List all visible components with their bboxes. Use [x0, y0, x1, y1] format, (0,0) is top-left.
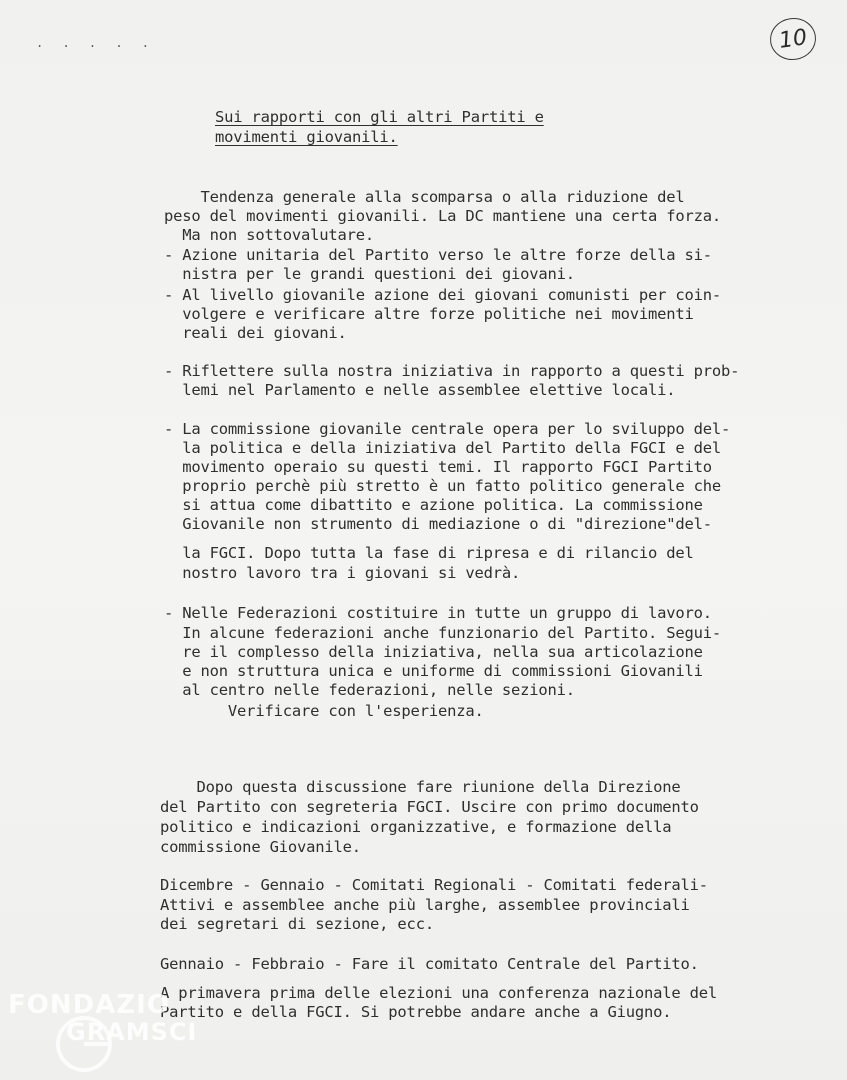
- body-line: reali dei giovani.: [164, 324, 347, 342]
- body-line: nistra per le grandi questioni dei giovani.: [164, 265, 575, 283]
- body-line: - Azione unitaria del Partito verso le altre forze della si-: [164, 246, 712, 264]
- watermark-line-2: GRAMSCI: [66, 1018, 198, 1046]
- watermark-line-1: FONDAZIO: [8, 990, 170, 1020]
- body-line: proprio perchè più stretto è un fatto politico generale che: [164, 477, 722, 495]
- scan-specks: . . . . .: [36, 36, 156, 50]
- body-line: Ma non sottovalutare.: [164, 226, 375, 244]
- body-line: A primavera prima delle elezioni una conferenza nazionale del: [160, 984, 718, 1002]
- body-line: del Partito con segreteria FGCI. Uscire con primo documento: [160, 798, 699, 816]
- body-line: volgere e verificare altre forze politiche nei movimenti: [164, 305, 694, 323]
- body-line: re il complesso della iniziativa, nella sua articolazione: [164, 643, 703, 661]
- body-line: la politica e della iniziativa del Partito della FGCI e del: [164, 439, 722, 457]
- body-line: Attivi e assemblee anche più larghe, assemblee provinciali: [160, 896, 690, 914]
- body-line: nostro lavoro tra i giovani si vedrà.: [164, 564, 521, 582]
- body-line: e non struttura unica e uniforme di commissioni Giovanili: [164, 662, 703, 680]
- body-line: peso del movimenti giovanili. La DC mantiene una certa forza.: [164, 207, 722, 225]
- body-line: Tendenza generale alla scomparsa o alla riduzione del: [164, 188, 685, 206]
- body-line: si attua come dibattito e azione politica. La commissione: [164, 496, 703, 514]
- body-line: - Nelle Federazioni costituire in tutte un gruppo di lavoro.: [164, 604, 712, 622]
- body-line: Partito e della FGCI. Si potrebbe andare anche a Giugno.: [160, 1003, 672, 1021]
- body-line: - Al livello giovanile azione dei giovani comunisti per coin-: [164, 286, 722, 304]
- body-line: lemi nel Parlamento e nelle assemblee elettive locali.: [164, 381, 676, 399]
- body-line: In alcune federazioni anche funzionario del Partito. Segui-: [164, 624, 722, 642]
- section-title-line-2: movimenti giovanili.: [215, 128, 398, 146]
- body-line: politico e indicazioni organizzative, e formazione della: [160, 818, 672, 836]
- body-line: Verificare con l'esperienza.: [164, 702, 484, 720]
- body-line: - Riflettere sulla nostra iniziativa in rapporto a questi prob-: [164, 362, 740, 380]
- page-number-stamp: 10: [767, 15, 818, 63]
- body-line: la FGCI. Dopo tutta la fase di ripresa e di rilancio del: [164, 544, 694, 562]
- body-line: Gennaio - Febbraio - Fare il comitato Centrale del Partito.: [160, 955, 699, 973]
- body-line: movimento operaio su questi temi. Il rapporto FGCI Partito: [164, 458, 712, 476]
- body-line: Dopo questa discussione fare riunione della Direzione: [160, 778, 681, 796]
- body-line: Giovanile non strumento di mediazione o di "direzione"del-: [164, 515, 712, 533]
- body-line: al centro nelle federazioni, nelle sezioni.: [164, 681, 575, 699]
- body-line: commissione Giovanile.: [160, 838, 361, 856]
- body-line: dei segretari di sezione, ecc.: [160, 915, 434, 933]
- body-line: Dicembre - Gennaio - Comitati Regionali - Comitati federali-: [160, 876, 708, 894]
- section-title-line-1: Sui rapporti con gli altri Partiti e: [215, 108, 544, 126]
- body-line: - La commissione giovanile centrale opera per lo sviluppo del-: [164, 420, 731, 438]
